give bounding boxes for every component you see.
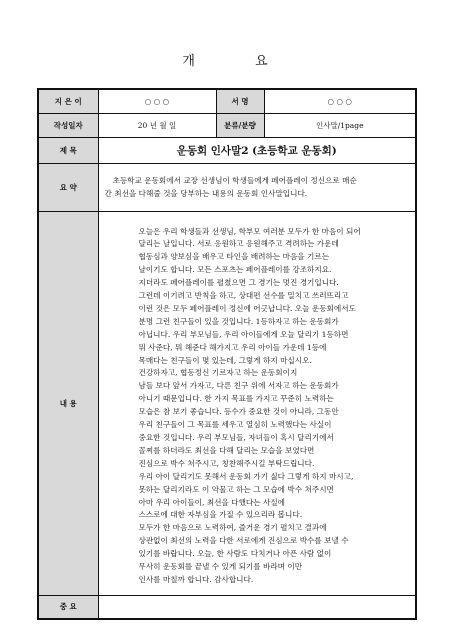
content-label: 내 용	[38, 211, 98, 595]
document-title: 개 요	[182, 54, 296, 69]
reviewer-label: 서 명	[216, 89, 264, 113]
category-label: 분류/분량	[216, 113, 264, 137]
content-line: 날이기도 합니다. 모든 스포츠는 페어플레이를 강조하지요.	[138, 265, 332, 275]
summary-label: 요 약	[38, 163, 98, 211]
summary-table	[37, 88, 417, 620]
content-line: 아마 우리 아이들이, 최선을 다했다는 사실에	[138, 497, 286, 507]
content-line: 분명 그런 친구들이 있을 것입니다. 1등하자고 하는 운동회가	[138, 316, 339, 326]
category-value: 인사말/1page	[264, 113, 416, 137]
content-line: 있기를 바랍니다. 오늘, 한 사람도 다치거나 아픈 사람 없이	[138, 549, 332, 559]
summary-line: 간 최선을 다해줄 것을 당부하는 내용의 운동회 인사말입니다.	[104, 189, 308, 198]
author-value: ○ ○ ○	[98, 89, 216, 113]
content-line: 우리 친구들이 그 목표를 세우고 열심히 노력했다는 사실이	[138, 420, 332, 430]
content-line: 그런데 이기려고 반칙을 하고, 상대편 선수를 밀치고 쓰러뜨리고	[138, 291, 349, 301]
content-line: 오늘은 우리 학생들과 선생님, 학부모 여러분 모두가 한 마음이 되어	[138, 226, 361, 236]
author-label: 지 은 이	[38, 89, 98, 113]
content-line: 중요한 것입니다. 우리 부모님들, 자녀들이 혹시 달리기에서	[138, 433, 334, 442]
content-line: 지더라도 페어플레이를 펼쳤으면 그 경기는 멋진 경기입니다.	[138, 278, 339, 288]
content-line: 달리는 날입니다. 서로 응원하고 응원해주고 격려하는 가운데	[138, 239, 339, 249]
content-line: 협동심과 양보심을 배우고 타인을 배려하는 마음을 기르는	[138, 252, 330, 262]
content-line: 인사를 마칠까 합니다. 감사합니다.	[138, 574, 254, 584]
note-value	[98, 595, 416, 619]
content-line: 진심으로 박수 쳐주시고, 칭찬해주시길 부탁드립니다.	[138, 458, 315, 468]
content-line: 뭐 사준다, 뭐 해준다 해가지고 우리 아이들 가운데 1등에	[138, 342, 327, 352]
content-line: 아니기 때문입니다. 한 가지 목표를 가지고 꾸준히 노력하는	[138, 394, 334, 404]
note-label: 중 요	[38, 595, 98, 619]
content-line: 건강하자고, 협동정신 기르자고 하는 운동회이지	[138, 368, 298, 378]
content-line: 못하는 달리기라도 이 악물고 하는 그 모습에 박수 쳐주시면	[138, 484, 334, 494]
content-line: 꼴찌를 하더라도 최선을 다해 달리는 모습을 보였다면	[138, 445, 315, 455]
content-line: 무사히 운동회를 끝낼 수 있게 되기를 바라며 이만	[138, 562, 303, 572]
content-line: 우리 아이 달리기도 못해서 운동회 가기 싫다 그렇게 하지 마시고,	[138, 471, 354, 481]
reviewer-value: ○ ○ ○	[264, 89, 416, 113]
summary-text	[98, 163, 416, 211]
content-line: 이런 것은 모두 페어플레이 정신에 어긋납니다. 오늘 운동회에서도	[138, 303, 356, 313]
content-line: 아닙니다. 우리 부모님들, 우리 아이들에게 오늘 달리기 1등하면	[138, 329, 349, 339]
content-line: 모두가 한 마음으로 노력하여, 즐거운 경기 펼치고 결과에	[138, 523, 327, 533]
subject-label: 제 목	[38, 137, 98, 163]
content-line: 모습은 참 보기 좋습니다. 등수가 중요한 것이 아니라, 그동안	[138, 407, 339, 417]
date-label: 작성일자	[38, 113, 98, 137]
date-value: 20 년 월 일	[98, 113, 216, 137]
content-body	[98, 211, 416, 595]
content-line: 상관없이 최선의 노력을 다한 서로에게 진심으로 박수를 보낼 수	[138, 536, 349, 546]
content-line: 스스로에 대한 자부심을 가질 수 있으리라 봅니다.	[138, 510, 303, 520]
content-line: 남들 보다 앞서 가자고, 다른 친구 위에 서자고 하는 운동회가	[138, 381, 339, 391]
summary-line: 초등학교 운동회에서 교장 선생님이 학생들에게 페어플레이 정신으로 매순	[112, 176, 357, 185]
content-line: 목매다는 친구들이 몇 있는데, 그렇게 하지 마십시오.	[138, 355, 312, 365]
subject-value: 운동회 인사말2 (초등학교 운동회)	[98, 137, 416, 163]
